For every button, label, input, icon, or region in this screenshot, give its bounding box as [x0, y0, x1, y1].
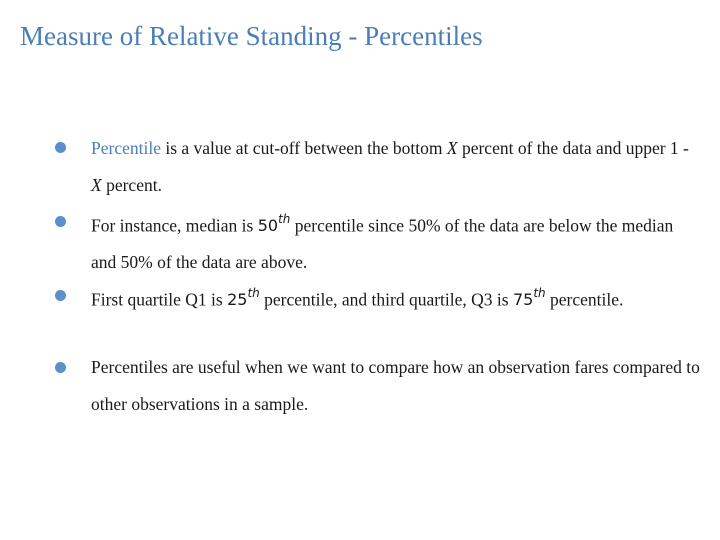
bullet-dot-icon [55, 216, 66, 227]
bullet-text-part: percent of the data and upper 1 - [457, 138, 689, 158]
math-number: 25 [227, 290, 248, 310]
bullet-dot-icon [55, 142, 66, 153]
bullet-dot-icon [55, 362, 66, 373]
bullet-text-part: percentile. [545, 289, 624, 310]
bullet-dot-icon [55, 290, 66, 301]
bullet-text-part: percentile, and third quartile, Q3 is [259, 289, 513, 310]
bullet-text [91, 203, 701, 281]
bullet-text-part: is a value at cut-off between the bottom [160, 138, 447, 158]
bullet-text-part: First quartile Q1 is [91, 289, 228, 310]
math-superscript: th [247, 286, 260, 300]
math-number: 50 [257, 216, 279, 236]
math-50th [257, 212, 291, 236]
bullet-text [91, 130, 701, 204]
bullet-text [91, 349, 701, 423]
bullet-text-part: percentile since 50% of the data are below the median and 50% of the data are above. [91, 215, 674, 273]
math-number: 75 [512, 290, 534, 310]
bullet-text [91, 277, 701, 318]
variable-x: X [91, 175, 102, 195]
math-25th [227, 286, 260, 310]
bullet-text-part: Percentiles are useful when we want to compare how an observation fares compared to other observations in a sample. [91, 357, 700, 414]
math-superscript: th [533, 286, 546, 300]
bullet-text-part: For instance, median is [91, 215, 258, 236]
variable-x: X [446, 138, 458, 158]
math-superscript: th [278, 212, 291, 226]
math-75th [512, 286, 546, 310]
term-percentile: Percentile [91, 138, 161, 158]
slide-title: Measure of Relative Standing - Percentiles [20, 21, 483, 51]
bullet-text-part: percent. [101, 175, 162, 195]
